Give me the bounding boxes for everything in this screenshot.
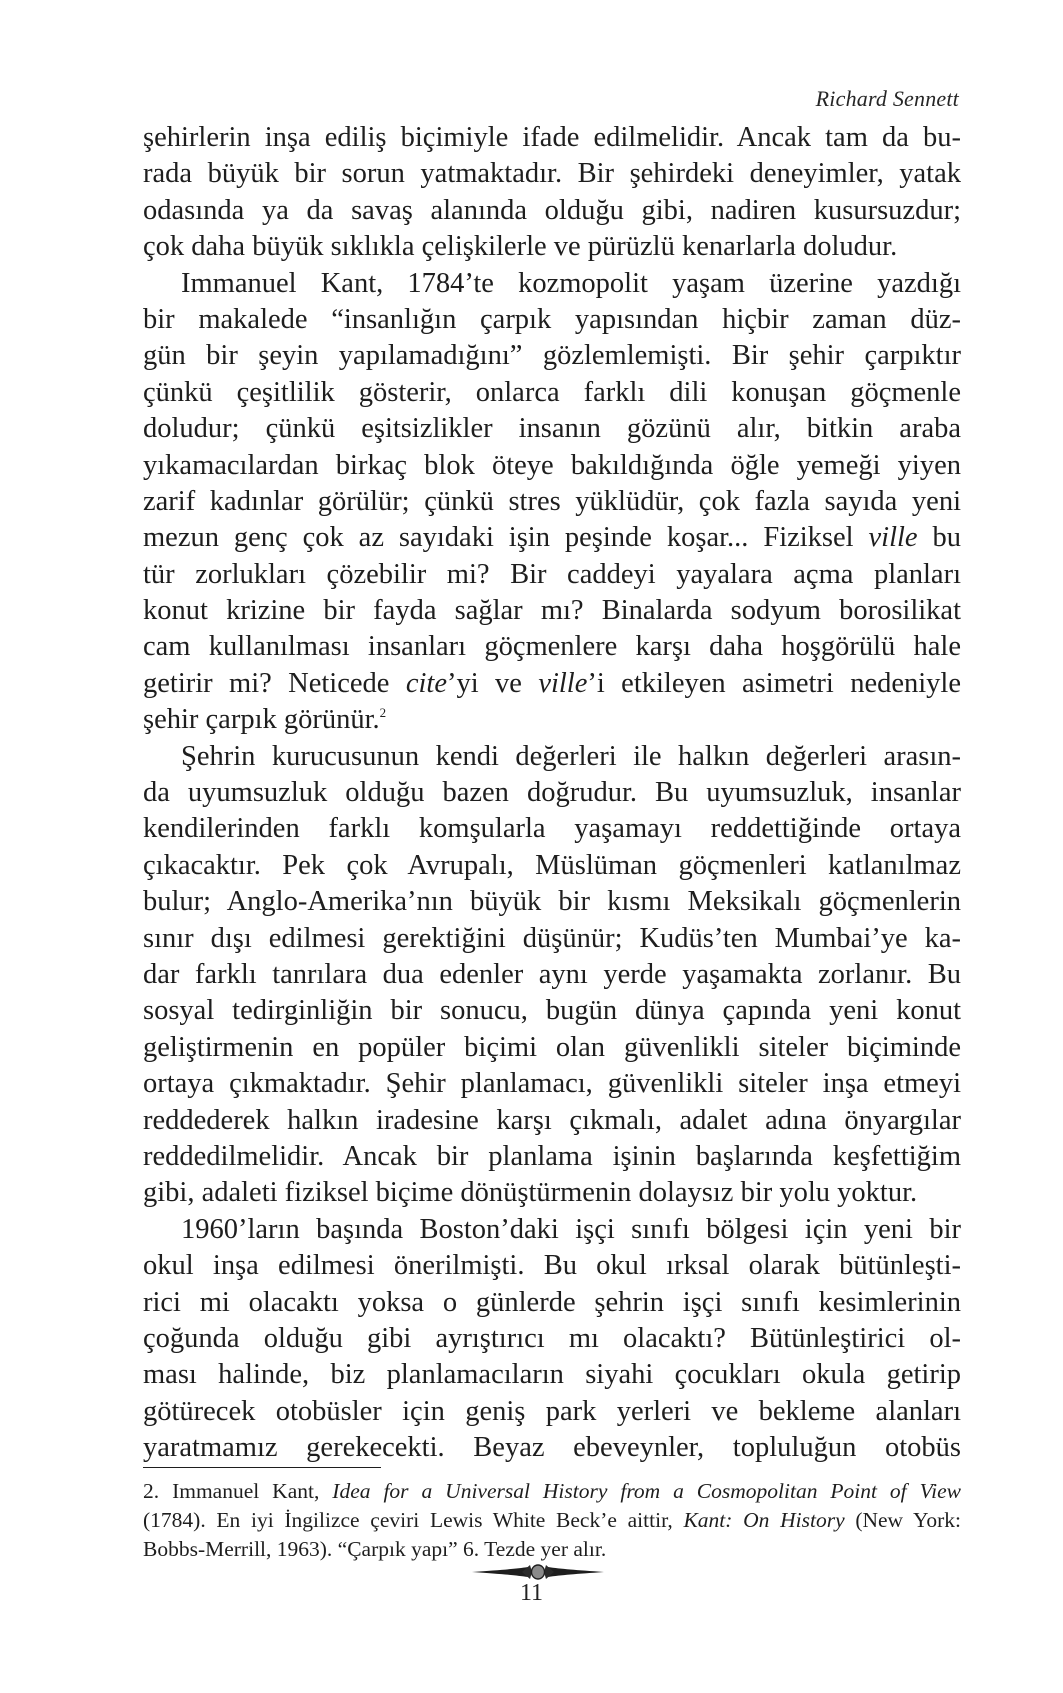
footnote-line bbox=[143, 1477, 961, 1506]
footnotes bbox=[143, 1477, 961, 1564]
text-segment: reddedilmelidir. Ancak bir planlama işinin başlarında keşfettiğim bbox=[143, 1140, 961, 1172]
text-segment: rada büyük bir sorun yatmaktadır. Bir şehirdeki deneyimler, yatak bbox=[143, 158, 961, 190]
page-number: 11 bbox=[519, 1580, 544, 1606]
body-line bbox=[143, 156, 961, 192]
text-segment: rici mi olacaktı yoksa o günlerde şehrin işçi sınıfı kesimlerinin bbox=[143, 1286, 961, 1318]
text-segment: götürecek otobüsler için geniş park yerleri ve bekleme alanları bbox=[143, 1395, 961, 1427]
body-line bbox=[143, 229, 961, 265]
body-line bbox=[143, 1248, 961, 1284]
body-line bbox=[143, 1357, 961, 1393]
text-segment: (1784). En iyi İngilizce çeviri Lewis White Beck’e aittir, bbox=[143, 1508, 684, 1532]
text-segment: yıkamacılardan birkaç blok öteye bakıldığında öğle yemeği yiyen bbox=[143, 449, 961, 481]
body-line bbox=[143, 739, 961, 775]
body-line bbox=[143, 884, 961, 920]
body-line bbox=[143, 1212, 961, 1248]
running-head-author: Richard Sennett bbox=[815, 86, 959, 111]
body-line bbox=[143, 193, 961, 229]
text-segment: bulur; Anglo-Amerika’nın büyük bir kısmı Meksikalı göçmenlerin bbox=[143, 886, 961, 918]
body-line bbox=[143, 484, 961, 520]
body-line bbox=[143, 557, 961, 593]
body-line bbox=[143, 520, 961, 556]
text-segment: dar farklı tanrılara dua edenler aynı yerde yaşamakta zorlanır. Bu bbox=[143, 958, 961, 990]
body-line bbox=[143, 957, 961, 993]
text-segment: çıkacaktır. Pek çok Avrupalı, Müslüman göçmenleri katlanılmaz bbox=[143, 849, 961, 881]
text-segment: Bobbs-Merrill, 1963). “Çarpık yapı” 6. Tezde yer alır. bbox=[143, 1537, 607, 1561]
footnote-divider bbox=[143, 1467, 381, 1468]
italic-text: Kant: On History bbox=[683, 1508, 845, 1532]
text-segment: bir makalede “insanlığın çarpık yapısından hiçbir zaman düz- bbox=[143, 303, 961, 335]
text-segment: Şehrin kurucusunun kendi değerleri ile halkın değerleri arasın- bbox=[181, 740, 961, 772]
body-line bbox=[143, 1139, 961, 1175]
text-segment: çok daha büyük sıklıkla çelişkilerle ve pürüzlü kenarlarla doludur. bbox=[143, 231, 898, 263]
italic-text: ville bbox=[868, 522, 918, 554]
body-line bbox=[143, 666, 961, 702]
text-segment: (New York: bbox=[844, 1508, 962, 1532]
italic-text: ville bbox=[538, 667, 588, 699]
text-segment: zarif kadınlar görülür; çünkü stres yüklüdür, çok fazla sayıda yeni bbox=[143, 485, 961, 517]
body-line bbox=[143, 120, 961, 156]
footnote-line bbox=[143, 1535, 961, 1564]
text-segment: gibi, adaleti fiziksel biçime dönüştürmenin dolaysız bir yolu yoktur. bbox=[143, 1177, 918, 1209]
text-segment: okul inşa edilmesi önerilmişti. Bu okul ırksal olarak bütünleşti- bbox=[143, 1250, 961, 1282]
body-line bbox=[143, 1321, 961, 1357]
body-line bbox=[143, 1103, 961, 1139]
text-segment: Immanuel Kant, 1784’te kozmopolit yaşam üzerine yazdığı bbox=[181, 267, 961, 299]
body-line bbox=[143, 993, 961, 1029]
text-segment: çoğunda olduğu gibi ayrıştırıcı mı olacaktı? Bütünleştirici ol- bbox=[143, 1322, 961, 1354]
text-segment: ’yi ve bbox=[446, 667, 539, 699]
text-segment: geliştirmenin en popüler biçimi olan güvenlikli siteler biçiminde bbox=[143, 1031, 961, 1063]
text-segment: tür zorlukları çözebilir mi? Bir caddeyi yayalara açma planları bbox=[143, 558, 961, 590]
text-segment: kendilerinden farklı komşularla yaşamayı reddettiğinde ortaya bbox=[143, 813, 961, 845]
text-segment: da uyumsuzluk olduğu bazen doğrudur. Bu uyumsuzluk, insanlar bbox=[143, 777, 961, 809]
body-line bbox=[143, 1430, 961, 1466]
body-line bbox=[143, 1030, 961, 1066]
body-line bbox=[143, 338, 961, 374]
text-segment: 2. Immanuel Kant, bbox=[143, 1479, 333, 1503]
body-line bbox=[143, 302, 961, 338]
body-text bbox=[143, 120, 961, 1466]
body-line bbox=[143, 266, 961, 302]
body-line bbox=[143, 448, 961, 484]
decorative-flourish-icon bbox=[470, 1564, 606, 1580]
body-line bbox=[143, 375, 961, 411]
body-line bbox=[143, 775, 961, 811]
footnote-reference[interactable]: 2 bbox=[379, 705, 387, 721]
body-line bbox=[143, 1394, 961, 1430]
italic-text: Idea for a Universal History from a Cosmopolitan Point of View bbox=[332, 1479, 961, 1503]
text-segment: getirir mi? Neticede bbox=[143, 667, 406, 699]
text-segment: ması halinde, biz planlamacıların siyahi çocukları okula getirip bbox=[143, 1359, 961, 1391]
text-segment: bu bbox=[917, 522, 961, 554]
text-segment: mezun genç çok az sayıdaki işin peşinde koşar... Fiziksel bbox=[143, 522, 869, 554]
body-line bbox=[143, 1285, 961, 1321]
text-segment: gün bir şeyin yapılamadığını” gözlemlemişti. Bir şehir çarpıktır bbox=[143, 340, 961, 372]
body-line bbox=[143, 811, 961, 847]
text-segment: konut krizine bir fayda sağlar mı? Binalarda sodyum borosilikat bbox=[143, 595, 961, 627]
text-segment: ’i etkileyen asimetri nedeniyle bbox=[587, 667, 962, 699]
italic-text: cite bbox=[405, 667, 447, 699]
body-line bbox=[143, 1066, 961, 1102]
body-line bbox=[143, 629, 961, 665]
text-segment: reddederek halkın iradesine karşı çıkmalı, adalet adına önyargılar bbox=[143, 1104, 961, 1136]
text-segment: cam kullanılması insanları göçmenlere karşı daha hoşgörülü hale bbox=[143, 631, 961, 663]
body-line bbox=[143, 702, 961, 738]
text-segment: odasında ya da savaş alanında olduğu gibi, nadiren kusursuzdur; bbox=[143, 194, 961, 226]
text-segment: 1960’ların başında Boston’daki işçi sınıfı bölgesi için yeni bir bbox=[181, 1213, 961, 1245]
body-line bbox=[143, 593, 961, 629]
text-segment: ortaya çıkmaktadır. Şehir planlamacı, güvenlikli siteler inşa etmeyi bbox=[143, 1068, 961, 1100]
body-line bbox=[143, 411, 961, 447]
text-segment: doludur; çünkü eşitsizlikler insanın gözünü alır, bitkin araba bbox=[143, 413, 961, 445]
body-line bbox=[143, 1175, 961, 1211]
text-segment: yaratmamız gerekecekti. Beyaz ebeveynler, topluluğun otobüs bbox=[143, 1432, 961, 1464]
footnote-line bbox=[143, 1506, 961, 1535]
text-segment: çünkü çeşitlilik gösterir, onlarca farklı dili konuşan göçmenle bbox=[143, 376, 961, 408]
text-segment: sosyal tedirginliğin bir sonucu, bugün dünya çapında yeni konut bbox=[143, 995, 961, 1027]
text-segment: şehir çarpık görünür. bbox=[143, 704, 380, 736]
body-line bbox=[143, 921, 961, 957]
body-line bbox=[143, 848, 961, 884]
text-segment: şehirlerin inşa ediliş biçimiyle ifade edilmelidir. Ancak tam da bu- bbox=[143, 122, 961, 153]
text-segment: sınır dışı edilmesi gerektiğini düşünür; Kudüs’ten Mumbai’ye ka- bbox=[143, 922, 961, 954]
